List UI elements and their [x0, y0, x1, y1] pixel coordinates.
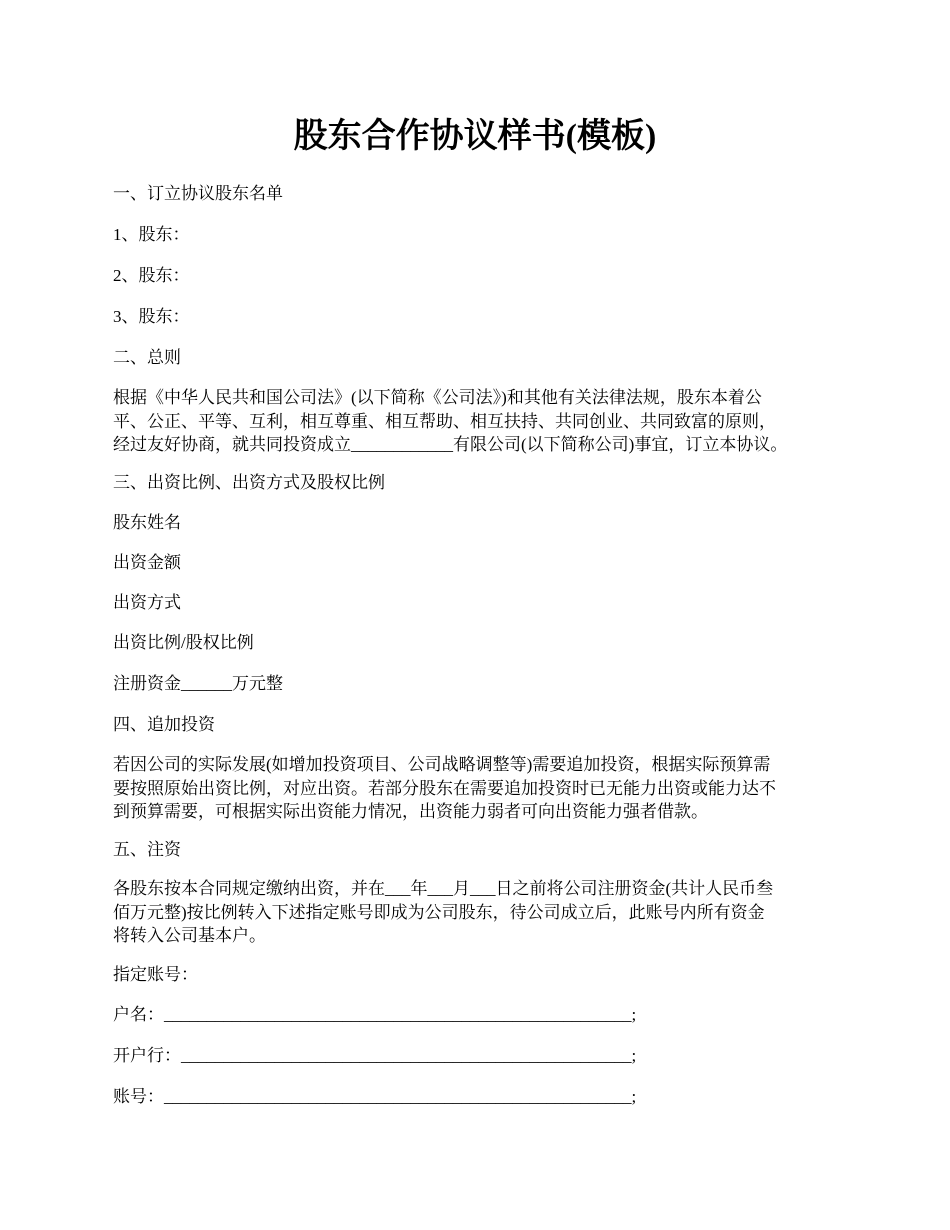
additional-investment-paragraph: [113, 753, 843, 824]
registered-capital: 注册资金______万元整: [113, 674, 283, 693]
section-1-heading: 一、订立协议股东名单: [113, 184, 283, 203]
paragraph-line: 佰万元整)按比例转入下述指定账号即成为公司股东，待公司成立后，此账号内所有资金: [113, 902, 765, 922]
shareholder-item-1: 1、股东：: [113, 225, 190, 244]
section-2-heading: 二、总则: [113, 348, 181, 367]
paragraph-line: 平、公正、平等、互利，相互尊重、相互帮助、相互扶持、共同创业、共同致富的原则，: [113, 411, 776, 431]
paragraph-line: 到预算需要，可根据实际出资能力情况，出资能力弱者可向出资能力强者借款。: [113, 802, 708, 821]
paragraph-line: 要按照原始出资比例，对应出资。若部分股东在需要追加投资时已无能力出资或能力达不: [113, 778, 776, 798]
section-3-heading: 三、出资比例、出资方式及股权比例: [113, 473, 385, 492]
paragraph-line: 根据《中华人民共和国公司法》(以下简称《公司法》)和其他有关法律法规，股东本着公: [113, 388, 762, 407]
shareholder-item-3: 3、股东：: [113, 307, 190, 326]
general-provisions-paragraph: [113, 386, 843, 457]
field-shareholder-name: 股东姓名: [113, 513, 181, 532]
section-5-heading: 五、注资: [113, 840, 181, 859]
account-bank-line: 开户行：_____________________________________________________;: [113, 1046, 637, 1065]
account-number-line: 账号：_______________________________________________________;: [113, 1087, 637, 1106]
field-equity-ratio: 出资比例/股权比例: [113, 633, 254, 652]
field-investment-amount: 出资金额: [113, 553, 181, 572]
designated-account-label: 指定账号：: [113, 965, 198, 984]
section-4-heading: 四、追加投资: [113, 715, 215, 734]
document-title: 股东合作协议样书(模板): [293, 118, 657, 155]
field-investment-method: 出资方式: [113, 593, 181, 612]
paragraph-line: 将转入公司基本户。: [113, 926, 266, 945]
paragraph-line: 各股东按本合同规定缴纳出资，并在___年___月___日之前将公司注册资金(共计人民币叁: [113, 879, 774, 898]
shareholder-item-2: 2、股东：: [113, 266, 190, 285]
account-name-line: 户名：_______________________________________________________;: [113, 1005, 637, 1024]
capital-injection-paragraph: [113, 877, 843, 948]
paragraph-line: 经过友好协商，就共同投资成立____________有限公司(以下简称公司)事宜，订立本协议。: [113, 435, 788, 454]
paragraph-line: 若因公司的实际发展(如增加投资项目、公司战略调整等)需要追加投资，根据实际预算需: [113, 755, 771, 774]
